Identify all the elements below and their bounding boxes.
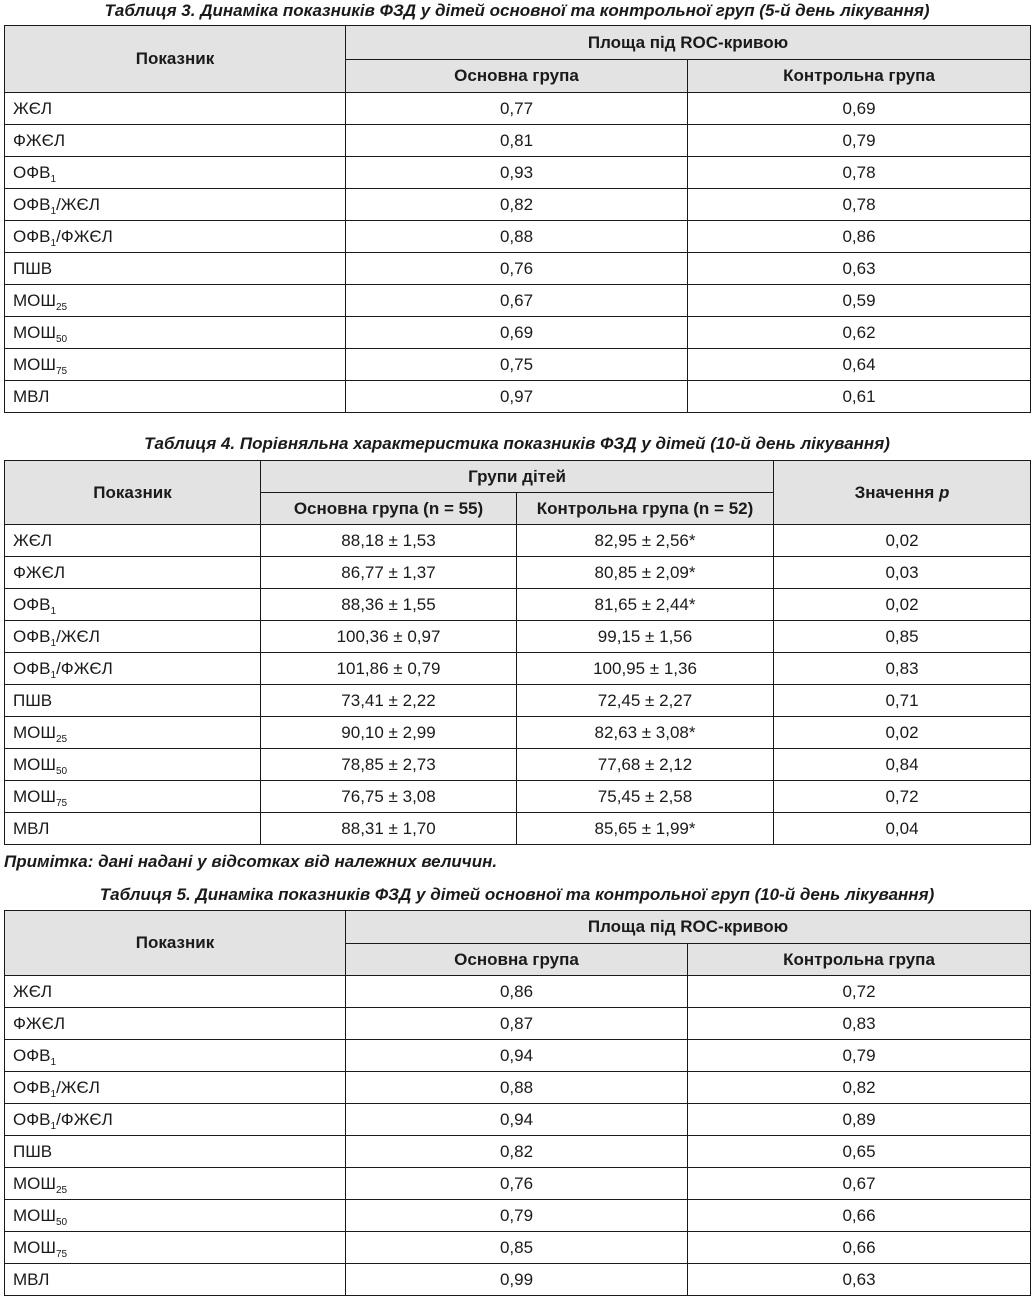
value-control: 0,82 xyxy=(688,1072,1031,1104)
row-label-subscript: 1 xyxy=(50,669,57,681)
value-main: 0,94 xyxy=(346,1104,688,1136)
table3 xyxy=(4,25,1031,413)
value-p: 0,71 xyxy=(774,685,1031,717)
value-p: 0,84 xyxy=(774,749,1031,781)
row-label-subscript: 1 xyxy=(50,1120,57,1132)
row-label xyxy=(5,157,346,189)
row-label-subscript: 25 xyxy=(55,733,68,745)
row-label-subscript: 75 xyxy=(55,365,68,377)
table4 xyxy=(4,460,1031,845)
table-row xyxy=(5,93,1031,125)
value-main: 0,85 xyxy=(346,1232,688,1264)
table5-header-main: Основна група xyxy=(346,944,688,976)
table4-header-p xyxy=(774,461,1031,525)
row-label xyxy=(5,349,346,381)
row-label-text: МОШ xyxy=(13,354,56,374)
row-label-text: МВЛ xyxy=(13,818,50,838)
row-label xyxy=(5,557,261,589)
table-row xyxy=(5,285,1031,317)
row-label xyxy=(5,1040,346,1072)
value-control: 0,89 xyxy=(688,1104,1031,1136)
value-control: 0,79 xyxy=(688,125,1031,157)
table-row xyxy=(5,653,1031,685)
table-row xyxy=(5,1136,1031,1168)
value-main: 76,75 ± 3,08 xyxy=(261,781,517,813)
value-p: 0,03 xyxy=(774,557,1031,589)
row-label-text: МОШ xyxy=(13,322,56,342)
value-main: 0,82 xyxy=(346,189,688,221)
table-row xyxy=(5,253,1031,285)
value-p: 0,02 xyxy=(774,717,1031,749)
value-main: 0,69 xyxy=(346,317,688,349)
row-label xyxy=(5,749,261,781)
value-main: 78,85 ± 2,73 xyxy=(261,749,517,781)
table-row xyxy=(5,317,1031,349)
row-label-text: МОШ xyxy=(13,1237,56,1257)
row-label-suffix: /ФЖЄЛ xyxy=(56,1109,113,1129)
table-row xyxy=(5,717,1031,749)
row-label-text: ФЖЄЛ xyxy=(13,1013,65,1033)
row-label xyxy=(5,1200,346,1232)
value-control: 100,95 ± 1,36 xyxy=(517,653,774,685)
value-p: 0,02 xyxy=(774,525,1031,557)
row-label xyxy=(5,653,261,685)
value-p: 0,04 xyxy=(774,813,1031,845)
value-control: 0,63 xyxy=(688,1264,1031,1296)
row-label xyxy=(5,317,346,349)
value-control: 0,66 xyxy=(688,1200,1031,1232)
value-control: 0,67 xyxy=(688,1168,1031,1200)
table4-header-group: Групи дітей xyxy=(261,461,774,493)
value-main: 0,79 xyxy=(346,1200,688,1232)
table3-header-indicator: Показник xyxy=(5,26,346,93)
table5-header-group: Площа під ROC-кривою xyxy=(346,911,1031,944)
table5-caption: Таблиця 5. Динаміка показників ФЗД у дітей основної та контрольної груп (10-й день лікування) xyxy=(99,885,935,904)
row-label-text: ОФВ xyxy=(13,226,51,246)
table-row xyxy=(5,1008,1031,1040)
row-label-text: ЖЄЛ xyxy=(13,981,53,1001)
table-row xyxy=(5,1200,1031,1232)
row-label xyxy=(5,781,261,813)
row-label xyxy=(5,1232,346,1264)
value-main: 0,97 xyxy=(346,381,688,413)
table4-header-p-label: Значення xyxy=(854,482,935,502)
value-control: 77,68 ± 2,12 xyxy=(517,749,774,781)
table4-header-main: Основна група (n = 55) xyxy=(261,493,517,525)
row-label-text: ОФВ xyxy=(13,1109,51,1129)
row-label xyxy=(5,189,346,221)
value-main: 88,18 ± 1,53 xyxy=(261,525,517,557)
row-label-text: МВЛ xyxy=(13,1269,50,1289)
value-main: 88,36 ± 1,55 xyxy=(261,589,517,621)
value-main: 100,36 ± 0,97 xyxy=(261,621,517,653)
row-label-subscript: 1 xyxy=(50,205,57,217)
row-label-text: МОШ xyxy=(13,290,56,310)
table4-note: Примітка: дані надані у відсотках від належних величин. xyxy=(4,852,498,871)
value-main: 0,87 xyxy=(346,1008,688,1040)
value-main: 0,94 xyxy=(346,1040,688,1072)
row-label-suffix: /ФЖЄЛ xyxy=(56,658,113,678)
row-label xyxy=(5,1072,346,1104)
value-control: 0,72 xyxy=(688,976,1031,1008)
value-control: 0,63 xyxy=(688,253,1031,285)
value-control: 72,45 ± 2,27 xyxy=(517,685,774,717)
row-label-suffix: /ЖЄЛ xyxy=(56,194,100,214)
value-main: 0,93 xyxy=(346,157,688,189)
table3-header-group: Площа під ROC-кривою xyxy=(346,26,1031,60)
row-label-text: ПШВ xyxy=(13,258,53,278)
table3-header-control: Контрольна група xyxy=(688,60,1031,93)
row-label xyxy=(5,125,346,157)
row-label-text: ОФВ xyxy=(13,194,51,214)
table-row xyxy=(5,976,1031,1008)
row-label xyxy=(5,685,261,717)
value-main: 101,86 ± 0,79 xyxy=(261,653,517,685)
table-row xyxy=(5,781,1031,813)
row-label-subscript: 75 xyxy=(55,1248,68,1260)
row-label-text: ПШВ xyxy=(13,1141,53,1161)
value-p: 0,72 xyxy=(774,781,1031,813)
row-label-text: ОФВ xyxy=(13,626,51,646)
row-label-text: ЖЄЛ xyxy=(13,530,53,550)
value-main: 90,10 ± 2,99 xyxy=(261,717,517,749)
table-row xyxy=(5,1264,1031,1296)
row-label-subscript: 25 xyxy=(55,1184,68,1196)
row-label xyxy=(5,525,261,557)
value-main: 0,75 xyxy=(346,349,688,381)
row-label-text: ФЖЄЛ xyxy=(13,562,65,582)
row-label xyxy=(5,93,346,125)
value-control: 0,59 xyxy=(688,285,1031,317)
row-label-text: МОШ xyxy=(13,786,56,806)
row-label-subscript: 50 xyxy=(55,765,68,777)
row-label-text: ОФВ xyxy=(13,162,51,182)
value-control: 0,78 xyxy=(688,157,1031,189)
table-row xyxy=(5,1040,1031,1072)
table3-header-main: Основна група xyxy=(346,60,688,93)
row-label-subscript: 50 xyxy=(55,1216,68,1228)
value-main: 86,77 ± 1,37 xyxy=(261,557,517,589)
row-label-text: ОФВ xyxy=(13,658,51,678)
row-label-subscript: 1 xyxy=(50,237,57,249)
table4-header-p-symbol: p xyxy=(939,482,950,502)
table-row xyxy=(5,813,1031,845)
row-label-suffix: /ЖЄЛ xyxy=(56,626,100,646)
value-control: 0,78 xyxy=(688,189,1031,221)
row-label-text: МОШ xyxy=(13,1205,56,1225)
value-p: 0,83 xyxy=(774,653,1031,685)
value-main: 0,81 xyxy=(346,125,688,157)
row-label-suffix: /ЖЄЛ xyxy=(56,1077,100,1097)
table-row xyxy=(5,381,1031,413)
table-row xyxy=(5,189,1031,221)
row-label xyxy=(5,1264,346,1296)
row-label-text: МОШ xyxy=(13,1173,56,1193)
value-control: 81,65 ± 2,44* xyxy=(517,589,774,621)
table-row xyxy=(5,349,1031,381)
row-label-subscript: 1 xyxy=(50,1056,57,1068)
row-label xyxy=(5,381,346,413)
table-row xyxy=(5,1104,1031,1136)
row-label-text: ОФВ xyxy=(13,1045,51,1065)
row-label-text: МВЛ xyxy=(13,386,50,406)
value-main: 0,76 xyxy=(346,1168,688,1200)
table-row xyxy=(5,557,1031,589)
value-main: 0,99 xyxy=(346,1264,688,1296)
value-main: 73,41 ± 2,22 xyxy=(261,685,517,717)
value-main: 88,31 ± 1,70 xyxy=(261,813,517,845)
value-control: 75,45 ± 2,58 xyxy=(517,781,774,813)
table-row xyxy=(5,1168,1031,1200)
value-control: 0,86 xyxy=(688,221,1031,253)
value-main: 0,88 xyxy=(346,1072,688,1104)
value-control: 0,66 xyxy=(688,1232,1031,1264)
value-control: 80,85 ± 2,09* xyxy=(517,557,774,589)
table4-header-control: Контрольна група (n = 52) xyxy=(517,493,774,525)
value-control: 82,63 ± 3,08* xyxy=(517,717,774,749)
value-control: 0,79 xyxy=(688,1040,1031,1072)
value-control: 0,62 xyxy=(688,317,1031,349)
row-label-subscript: 75 xyxy=(55,797,68,809)
table5-header-indicator: Показник xyxy=(5,911,346,976)
row-label-text: ФЖЄЛ xyxy=(13,130,65,150)
row-label xyxy=(5,1008,346,1040)
table-row xyxy=(5,621,1031,653)
table3-caption: Таблиця 3. Динаміка показників ФЗД у дітей основної та контрольної груп (5-й день лікування) xyxy=(104,1,930,20)
row-label xyxy=(5,1168,346,1200)
row-label xyxy=(5,717,261,749)
row-label xyxy=(5,976,346,1008)
value-control: 0,61 xyxy=(688,381,1031,413)
row-label xyxy=(5,813,261,845)
table-row xyxy=(5,685,1031,717)
value-main: 0,67 xyxy=(346,285,688,317)
row-label-subscript: 1 xyxy=(50,637,57,649)
value-p: 0,02 xyxy=(774,589,1031,621)
row-label-text: МОШ xyxy=(13,722,56,742)
row-label xyxy=(5,221,346,253)
value-control: 0,83 xyxy=(688,1008,1031,1040)
row-label-subscript: 25 xyxy=(55,301,68,313)
row-label-subscript: 50 xyxy=(55,333,68,345)
value-main: 0,86 xyxy=(346,976,688,1008)
table-row xyxy=(5,157,1031,189)
table-row xyxy=(5,1232,1031,1264)
row-label-text: ОФВ xyxy=(13,1077,51,1097)
row-label-text: МОШ xyxy=(13,754,56,774)
row-label xyxy=(5,621,261,653)
table-row xyxy=(5,1072,1031,1104)
value-control: 0,65 xyxy=(688,1136,1031,1168)
value-control: 99,15 ± 1,56 xyxy=(517,621,774,653)
table-row xyxy=(5,125,1031,157)
value-control: 0,64 xyxy=(688,349,1031,381)
value-main: 0,76 xyxy=(346,253,688,285)
table-row xyxy=(5,749,1031,781)
value-control: 0,69 xyxy=(688,93,1031,125)
row-label-suffix: /ФЖЄЛ xyxy=(56,226,113,246)
table5-header-control: Контрольна група xyxy=(688,944,1031,976)
value-main: 0,82 xyxy=(346,1136,688,1168)
value-p: 0,85 xyxy=(774,621,1031,653)
row-label-text: ПШВ xyxy=(13,690,53,710)
table-row xyxy=(5,525,1031,557)
table-row xyxy=(5,589,1031,621)
row-label-subscript: 1 xyxy=(50,1088,57,1100)
value-control: 82,95 ± 2,56* xyxy=(517,525,774,557)
row-label xyxy=(5,285,346,317)
value-main: 0,88 xyxy=(346,221,688,253)
table4-header-indicator: Показник xyxy=(5,461,261,525)
value-control: 85,65 ± 1,99* xyxy=(517,813,774,845)
row-label-subscript: 1 xyxy=(50,605,57,617)
row-label xyxy=(5,1104,346,1136)
value-main: 0,77 xyxy=(346,93,688,125)
table5 xyxy=(4,910,1031,1296)
table-row xyxy=(5,221,1031,253)
table4-caption: Таблиця 4. Порівняльна характеристика показників ФЗД у дітей (10-й день лікування) xyxy=(144,434,890,453)
row-label-text: ЖЄЛ xyxy=(13,98,53,118)
row-label xyxy=(5,253,346,285)
row-label xyxy=(5,589,261,621)
row-label xyxy=(5,1136,346,1168)
row-label-subscript: 1 xyxy=(50,173,57,185)
row-label-text: ОФВ xyxy=(13,594,51,614)
